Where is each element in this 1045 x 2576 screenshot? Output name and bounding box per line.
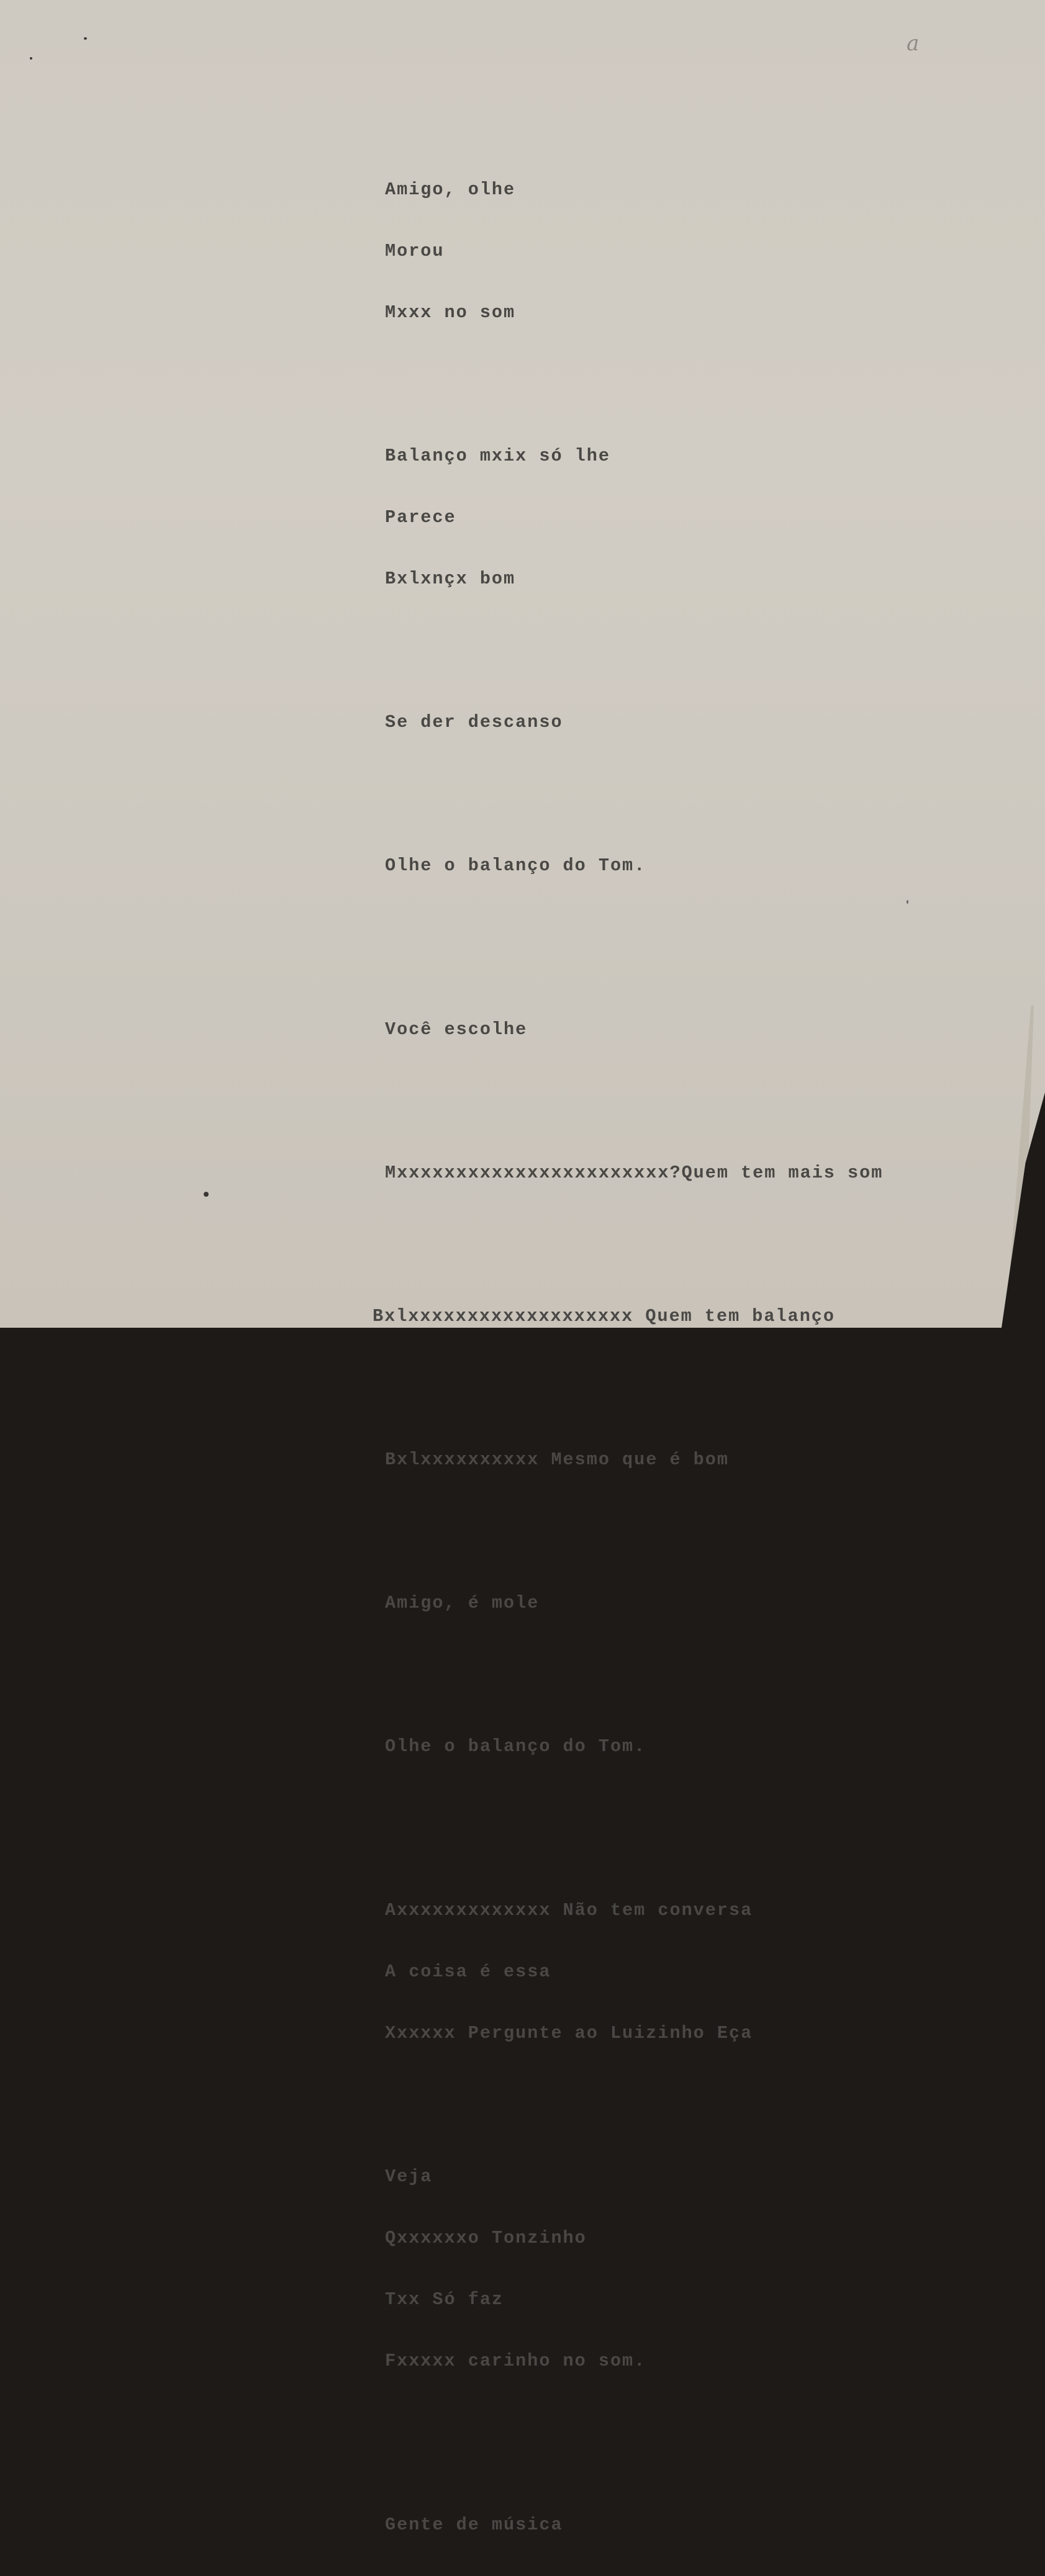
lyric-line: Mxxxxxxxxxxxxxxxxxxxxxxx?Quem tem mais som	[385, 1163, 884, 1183]
typed-lyrics	[373, 118, 884, 2576]
lyric-line: Fxxxxx carinho no som.	[385, 2351, 646, 2371]
lyric-line: Você escolhe	[385, 1019, 528, 1040]
lyric-line: Olhe o balanço do Tom.	[385, 1736, 646, 1757]
ink-speck	[84, 37, 87, 40]
lyric-line: Gente de música	[385, 2515, 563, 2535]
lyric-line: Veja	[385, 2166, 433, 2187]
lyric-line: Mxxx no som	[385, 302, 516, 323]
ink-speck	[907, 900, 908, 904]
lyric-line: Se der descanso	[385, 712, 563, 732]
lyric-line: Xxxxxx Pergunte ao Luizinho Eça	[385, 2023, 753, 2043]
lyric-line: Balanço mxix só lhe	[385, 446, 610, 466]
lyric-line: Parece	[385, 507, 456, 528]
lyric-line: Qxxxxxxo Tonzinho	[385, 2228, 587, 2248]
ink-speck	[204, 1192, 209, 1197]
lyric-line: Olhe o balanço do Tom.	[385, 855, 646, 876]
pencil-annotation: a	[907, 31, 920, 56]
lyric-line: A coisa é essa	[385, 1961, 551, 1982]
ink-speck	[30, 57, 32, 60]
lyric-line: Amigo, olhe	[385, 179, 516, 200]
lyric-line: Morou	[385, 241, 445, 261]
lyric-line: Axxxxxxxxxxxxx Não tem conversa	[385, 1900, 753, 1921]
lyric-line: Bxlxxxxxxxxxxxxxxxxxxx Quem tem balanço	[373, 1306, 836, 1326]
lyric-line: Amigo, é mole	[385, 1593, 540, 1613]
lyric-line: Txx Só faz	[385, 2289, 504, 2310]
lyric-line: Bxlxxxxxxxxxx Mesmo que é bom	[385, 1449, 729, 1470]
lyric-line: Bxlxnçx bom	[385, 569, 516, 589]
